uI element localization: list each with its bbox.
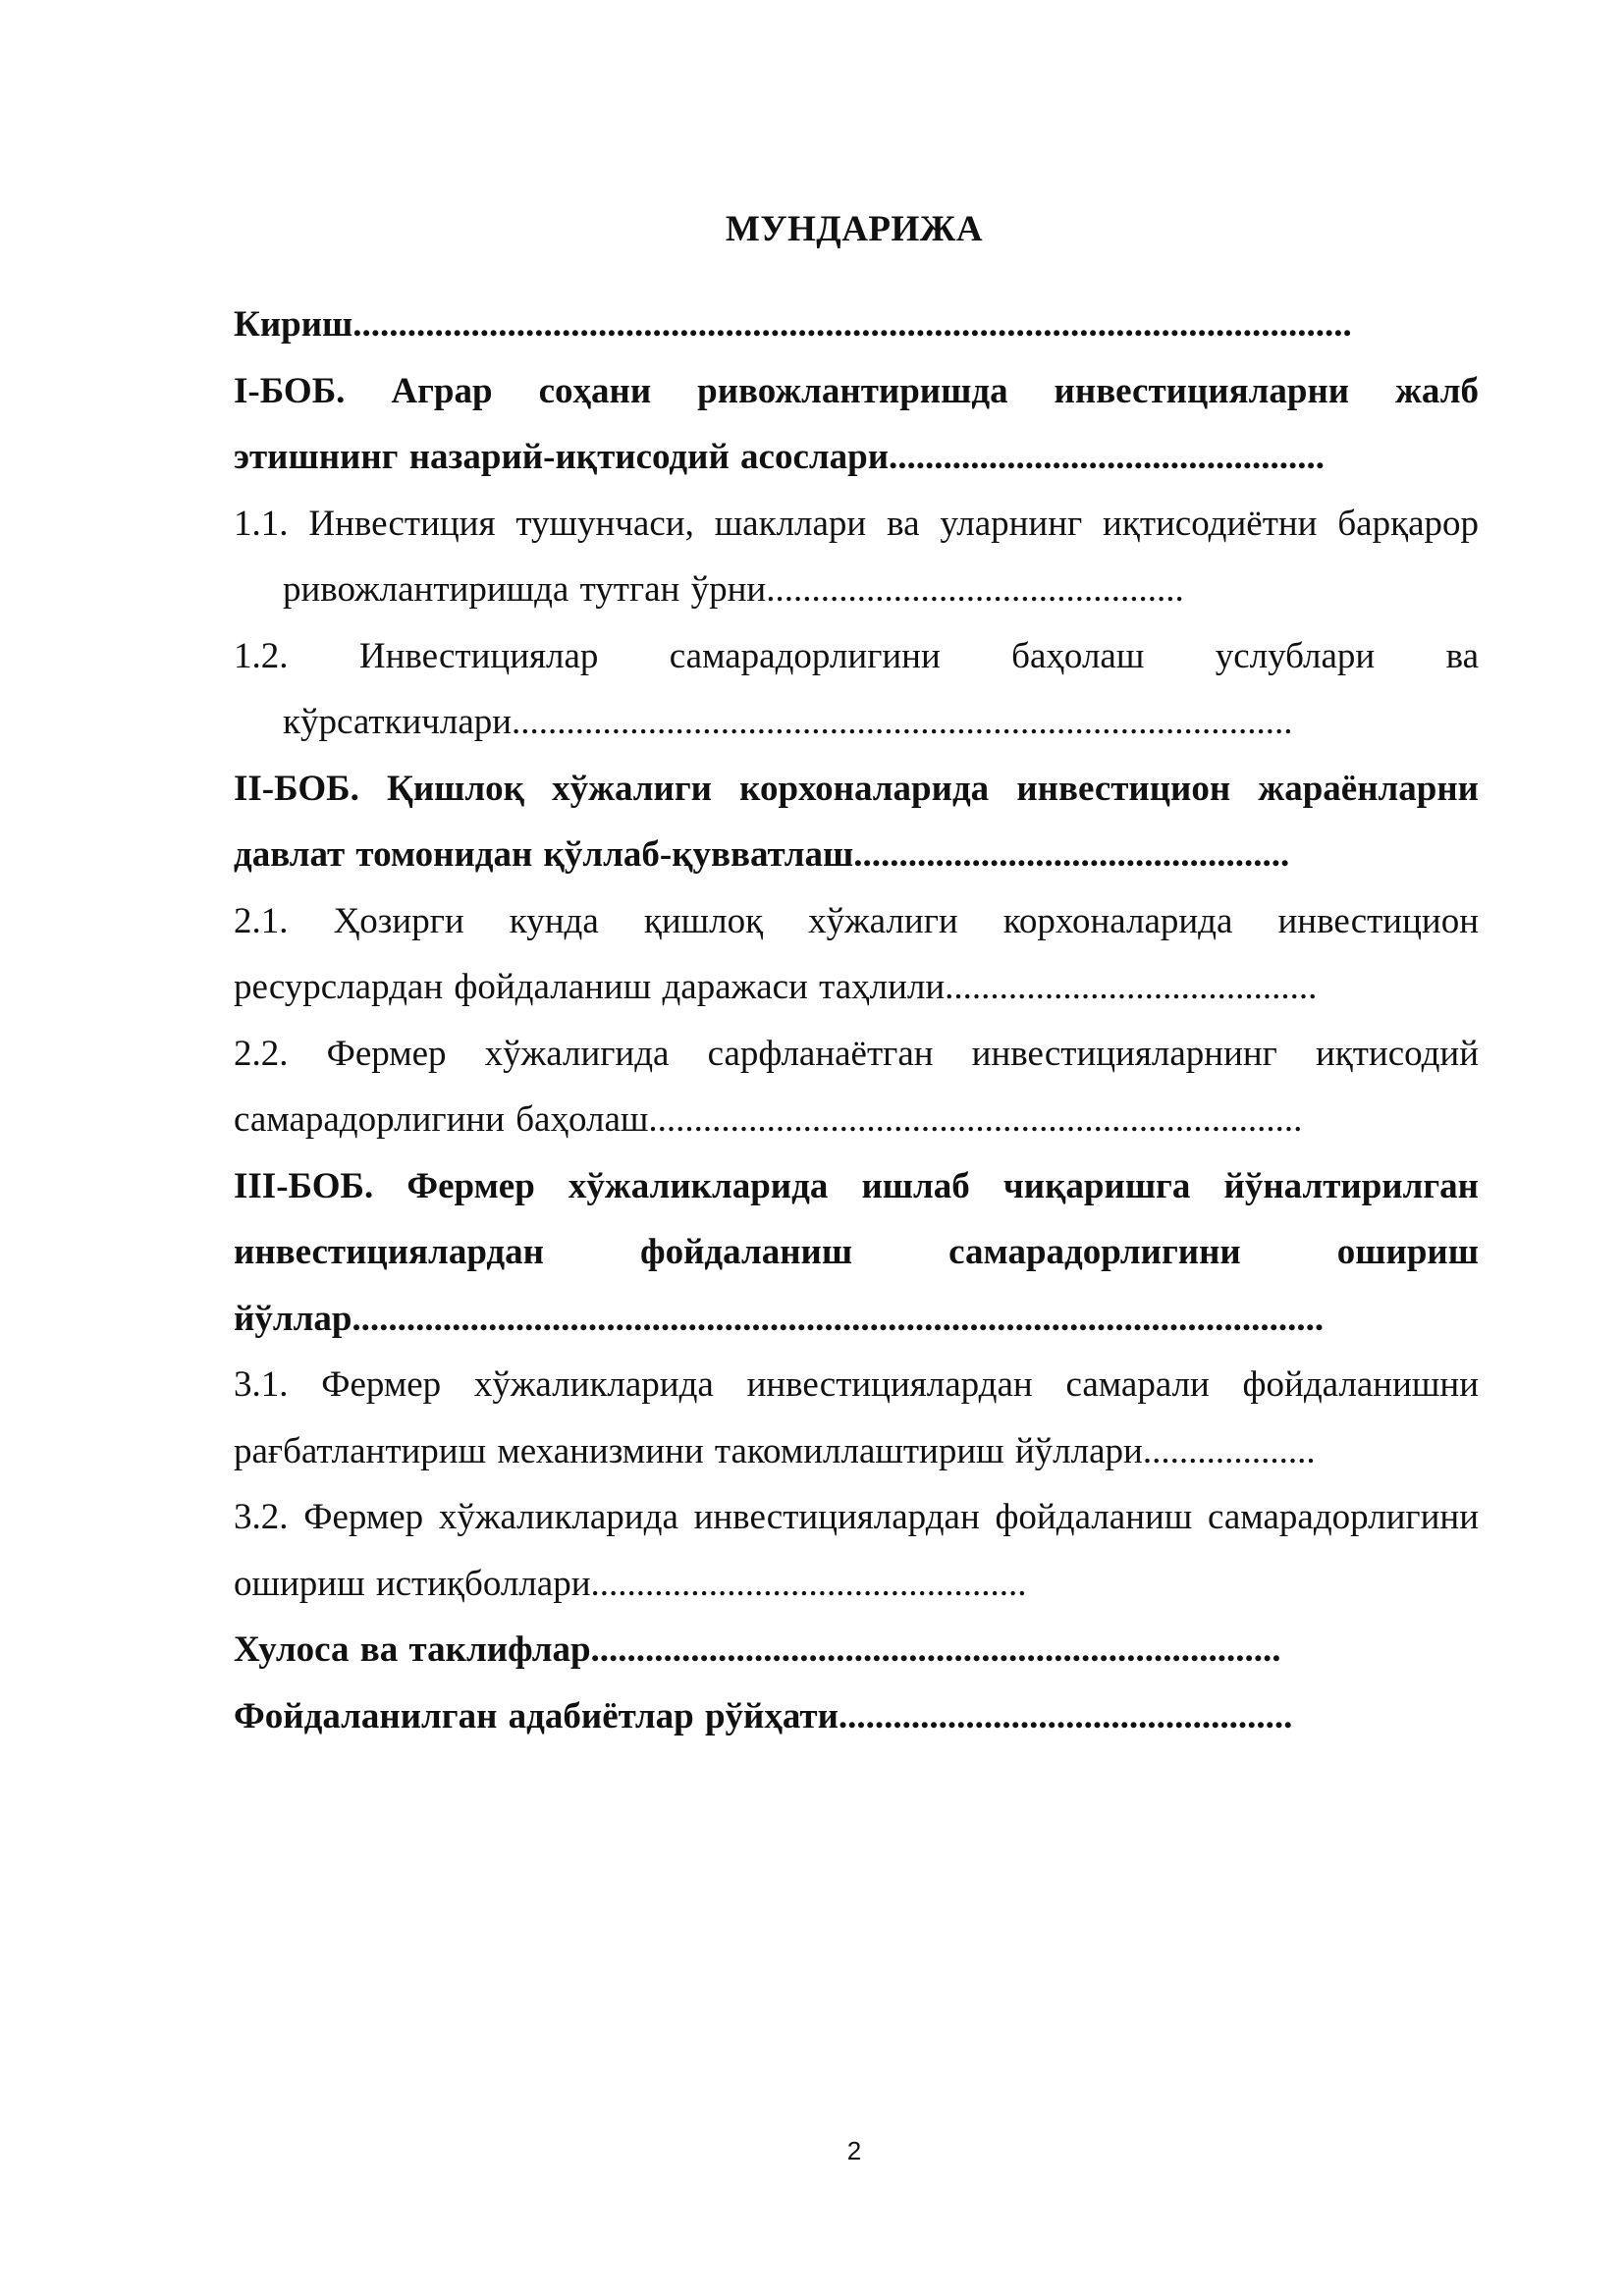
toc-entry-introduction: Кириш.............................................................................................................. [234,304,1352,345]
toc-entry-section-3-1: 3.1. Фермер хўжаликларида инвестициялардан самарали фойдаланишни рағбатлантириш механизмини такомиллаштириш йўллари................... [234,1364,1479,1471]
page-number: 2 [846,2136,862,2165]
toc-entry-conclusion: Хулоса ва таклифлар............................................................................ [234,1629,1281,1670]
table-of-contents [234,292,1479,1749]
toc-entry-chapter-2: ІІ-БОБ. Қишлоқ хўжалиги корхоналарида инвестицион жараёнларни давлат томонидан қўллаб-қувватлаш................................................ [234,768,1479,875]
toc-entry-section-1-1: 1.1. Инвестиция тушунчаси, шакллари ва уларнинг иқтисодиётни барқарор ривожлантиришда тутган ўрни.............................................. [234,503,1479,610]
toc-entry-section-3-2: 3.2. Фермер хўжаликларида инвестициялардан фойдаланиш самарадорлигини ошириш истиқболлари................................................ [234,1497,1479,1604]
toc-entry-chapter-3: ІІІ-БОБ. Фермер хўжаликларида ишлаб чиқаришга йўналтирилган инвестициялардан фойдаланиш самарадорлигини ошириш йўллар........................................................................................................... [234,1165,1479,1339]
toc-entry-section-2-2: 2.2. Фермер хўжалигида сарфланаётган инвестицияларнинг иқтисодий самарадорлигини баҳолаш........................................................................ [234,1033,1479,1140]
toc-entry-references: Фойдаланилган адабиётлар рўйҳати.................................................. [234,1695,1293,1736]
toc-entry-section-1-2: 1.2. Инвестициялар самарадорлигини баҳолаш услублари ва кўрсаткичлари...................................................................................... [234,635,1479,742]
toc-entry-section-2-1: 2.1. Ҳозирги кунда қишлоқ хўжалиги корхоналарида инвестицион ресурслардан фойдаланиш даражаси таҳлили......................................... [234,900,1479,1007]
page-title: МУНДАРИЖА [725,209,984,249]
toc-entry-chapter-1: І-БОБ. Аграр соҳани ривожлантиришда инвестицияларни жалб этишнинг назарий-иқтисодий асослари................................................ [234,370,1479,477]
